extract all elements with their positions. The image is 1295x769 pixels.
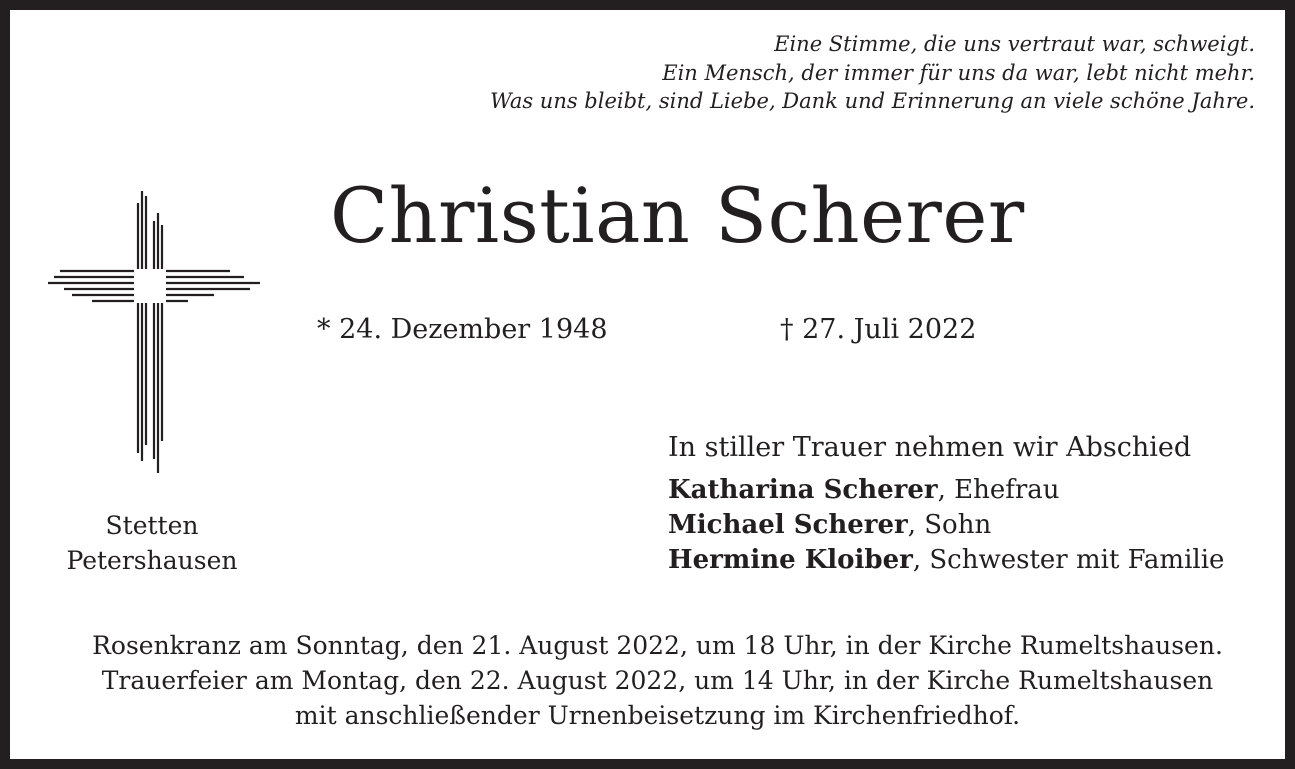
- mourner-relation: , Ehefrau: [937, 475, 1060, 505]
- verse-line-1: Eine Stimme, die uns vertraut war, schweigt.: [774, 32, 1255, 56]
- place-line-1: Stetten: [105, 511, 199, 540]
- mourner-name: Katharina Scherer: [668, 475, 938, 505]
- mourner-entry: [668, 473, 1060, 508]
- mourner-relation: , Schwester mit Familie: [912, 545, 1225, 575]
- mourners-intro: In stiller Trauer nehmen wir Abschied: [668, 432, 1192, 463]
- verse-line-3: Was uns bleibt, sind Liebe, Dank und Erinnerung an viele schöne Jahre.: [490, 89, 1255, 113]
- place-line-2: Petershausen: [66, 546, 238, 575]
- service-line-2: Trauerfeier am Montag, den 22. August 2022, um 14 Uhr, in der Kirche Rumeltshausen: [101, 666, 1214, 695]
- mourner-name: Hermine Kloiber: [668, 545, 913, 575]
- cross-graphic: [38, 183, 262, 475]
- memorial-verse: [490, 30, 1255, 116]
- birth-date: * 24. Dezember 1948: [317, 314, 608, 345]
- cross-icon: [38, 183, 262, 475]
- service-details: [20, 628, 1295, 733]
- mourner-name: Michael Scherer: [668, 510, 908, 540]
- service-line-3: mit anschließender Urnenbeisetzung im Kirchenfriedhof.: [294, 701, 1021, 730]
- mourner-entry: [668, 508, 991, 543]
- mourner-relation: , Sohn: [907, 510, 992, 540]
- deceased-name: Christian Scherer: [330, 171, 1025, 260]
- death-date: † 27. Juli 2022: [780, 314, 977, 345]
- verse-line-2: Ein Mensch, der immer für uns da war, lebt nicht mehr.: [662, 60, 1255, 85]
- mourner-entry: [668, 543, 1224, 578]
- service-line-1: Rosenkranz am Sonntag, den 21. August 2022, um 18 Uhr, in der Kirche Rumeltshausen.: [92, 631, 1223, 660]
